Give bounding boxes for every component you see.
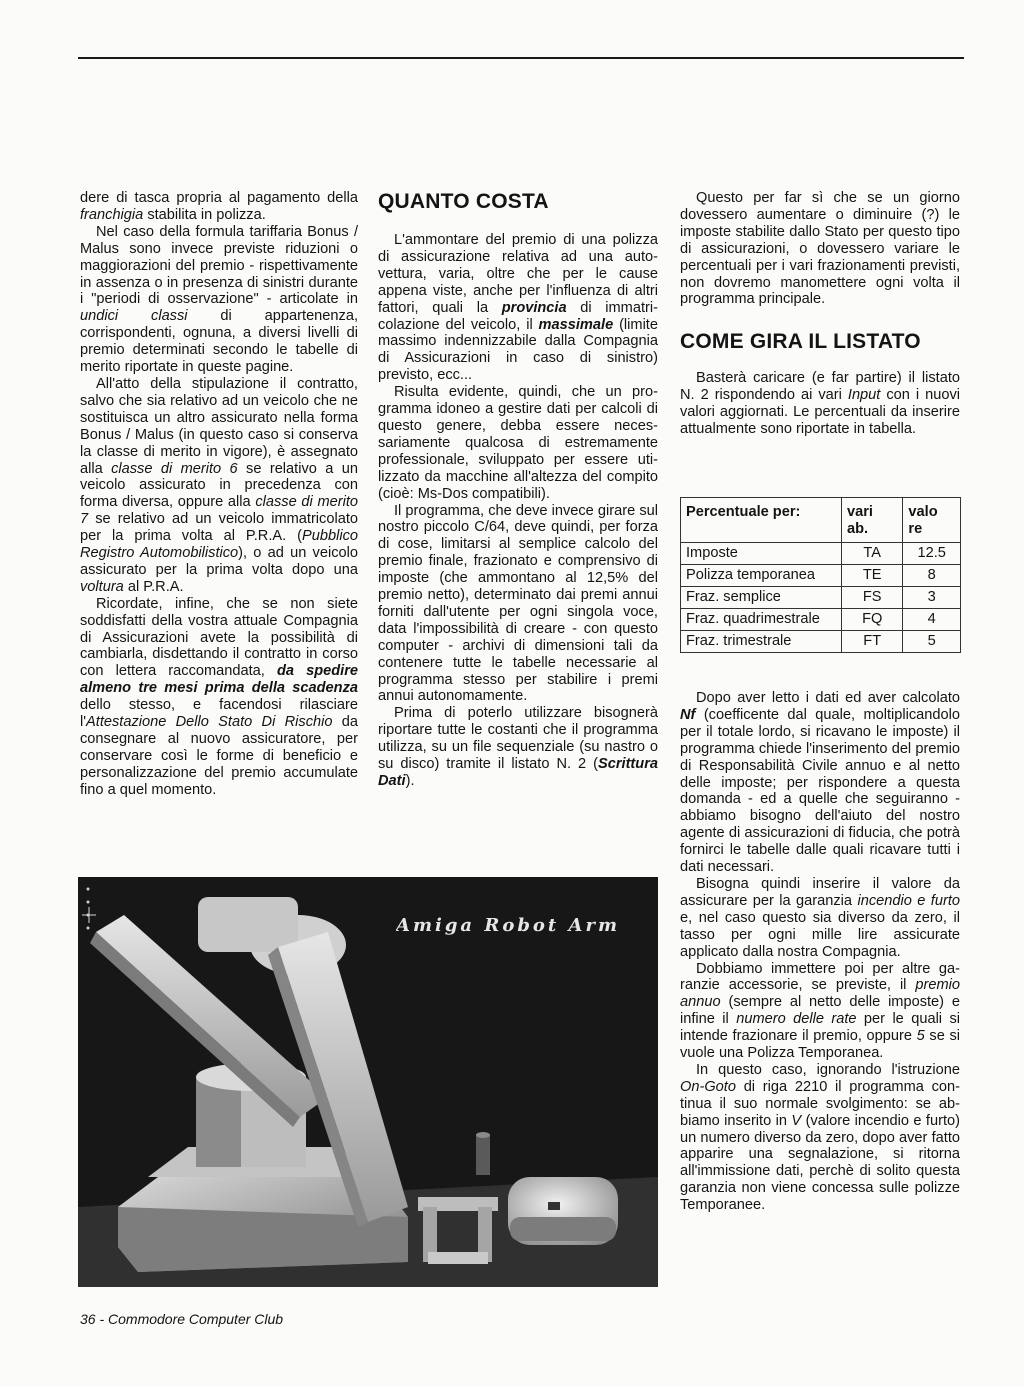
section-heading-quanto-costa: QUANTO COSTA: [378, 190, 549, 213]
row-code: TE: [842, 565, 903, 587]
top-rule: [78, 57, 964, 59]
row-label: Polizza temporanea: [681, 565, 842, 587]
robot-arm-photo: [78, 877, 658, 1287]
row-code: FQ: [842, 609, 903, 631]
percentages-table: [680, 497, 961, 653]
row-label: Fraz. semplice: [681, 587, 842, 609]
row-code: FS: [842, 587, 903, 609]
table-row: [681, 631, 961, 653]
table-row: [681, 565, 961, 587]
table-row: [681, 587, 961, 609]
paragraph: L'ammontare del premio di una polizza di assicurazione relativa ad una autovettura, varia, oltre che per le cause appena viste, anche per l'influenza di altri fattori, quali la provincia di immatricolazione del veicolo, il massimale (limite massimo indennizzabile dalla Compagnia di Assicurazioni in caso di sinistro) previsto, ecc...: [378, 232, 658, 384]
paragraph: All'atto della stipulazione il contratto, salvo che sia relativo ad un veicolo che ne sostituisca un altro assicurato nella forma Bonus / Malus (in questo caso si conserva la classe di merito in vigore), è assegnato alla classe di merito 6 se relativo a un veicolo assicurato in precedenza con forma diversa, oppure alla classe di merito 7 se relativo ad un veicolo immatricolato per la prima volta al P.R.A. (Pubblico Registro Automobilistico), o ad un veicolo assicurato per la prima volta dopo una voltura al P.R.A.: [80, 375, 358, 595]
table-row: [681, 543, 961, 565]
row-code: FT: [842, 631, 903, 653]
paragraph: Ricordate, infine, che se non siete soddisfatti della vostra attuale Compagnia di Assicurazioni avete la possibilità di cambiarla, disdettando il contratto in corso con lettera raccomandata, da spedire almeno tre mesi prima della scadenza dello stesso, e facendosi rilasciare l'Attestazione Dello Stato Di Rischio da consegnare al nuovo assicuratore, per conservare così le forme di beneficio e personalizzazione del premio accumulate fino a quel momento.: [80, 595, 359, 798]
row-value: 12.5: [903, 543, 961, 565]
column-3-top: [680, 190, 960, 438]
row-value: 3: [903, 587, 961, 609]
column-3-bottom: [680, 690, 960, 1214]
table-header-value: valo re: [903, 498, 961, 543]
section-heading-come-gira: COME GIRA IL LISTATO: [680, 330, 921, 354]
paragraph: Prima di poterlo utilizzare bisognerà riportare tutte le costanti che il programma utilizza, su un file sequenziale (su nastro o su disco) tramite il listato N. 2 (Scrittura Dati).: [378, 705, 658, 789]
paragraph: Dopo aver letto i dati ed aver calcolato Nf (coefficente dal quale, moltiplicandolo per il totale lordo, si ricavano le imposte) il programma chiede l'inserimento del premio di Responsabilità Civile annuo e al netto delle imposte; per rispondere a questa domanda - ed a quelle che seguiranno - abbiamo bisogno dell'aiuto del nostro agente di assicurazioni di fiducia, che potrà fornirci le tabelle dalle quali ricavare tutti i dati necessari.: [680, 690, 960, 876]
row-label: Imposte: [681, 543, 842, 565]
row-value: 8: [903, 565, 961, 587]
table-header-code: vari ab.: [842, 498, 903, 543]
row-code: TA: [842, 543, 903, 565]
table-header-row: [681, 498, 961, 543]
column-1: [80, 190, 358, 799]
paragraph: Bisogna quindi inserire il valore da assicurare per la garanzia incendio e furto e, nel caso questo sia diverso da zero, il tasso per ogni mille lire assicurate applicato dalla nostra Compagnia.: [680, 875, 961, 960]
paragraph: Risulta evidente, quindi, che un programma idoneo a gestire dati per calcoli di questo genere, debba essere necessariamente qualcosa di estremamente professionale, sviluppato per essere utilizzato da macchine all'altezza del compito (cioè: Ms-Dos compatibili).: [378, 384, 658, 502]
screen-title-text: Amiga Robot Arm: [396, 915, 620, 936]
row-value: 4: [903, 609, 961, 631]
paragraph: Dobbiamo immettere poi per altre garanzie accessorie, se previste, il premio annuo (sempre al netto delle imposte) e infine il numero delle rate per le quali si intende frazionare il premio, oppure 5 se si vuole una Polizza Temporanea.: [680, 960, 961, 1062]
row-label: Fraz. quadrimestrale: [681, 609, 842, 631]
paragraph: Nel caso della formula tariffaria Bonus / Malus sono invece previste riduzioni o maggiorazioni del premio - rispettivamente in assenza o in presenza di sinistri durante i "periodi di osservazione" - articolate in undici classi di appartenenza, corrispondenti, ognuna, a diversi livelli di premio determinati secondo le tabelle di merito riportate in queste pagine.: [80, 223, 358, 376]
row-label: Fraz. trimestrale: [681, 631, 842, 653]
paragraph: Questo per far sì che se un giorno dovessero aumentare o diminuire (?) le imposte stabilite dallo Stato per questo tipo di assicurazioni, o dovessero variare le percentuali per i vari frazionamenti previsti, non dovremo manomettere ogni volta il programma principale.: [680, 190, 960, 308]
row-value: 5: [903, 631, 961, 653]
paragraph: dere di tasca propria al pagamento della franchigia stabilita in polizza.: [80, 190, 358, 223]
page-folio: 36 - Commodore Computer Club: [80, 1311, 284, 1327]
paragraph: Il programma, che deve invece girare sul nostro piccolo C/64, deve quindi, per forza di cose, limitarsi al semplice calcolo del premio finale, frazionato e comprensivo di imposte (che ammontano al 12,5% del premio netto), determinato dai premi annui forniti dall'utente per ogni singola voce, data l'impossibilità di creare - con questo computer - archivi di dimensioni tali da contenere tutte le tabelle necessarie al programma stesso per stabilire i premi annui autonomamente.: [378, 502, 658, 705]
table-row: [681, 609, 961, 631]
paragraph: Basterà caricare (e far partire) il listato N. 2 rispondendo ai vari Input con i nuovi valori aggiornati. Le percentuali da inserire attualmente sono riportate in tabella.: [680, 370, 961, 438]
table-header-label: Percentuale per:: [681, 498, 842, 543]
robot-arm-illustration: [78, 877, 658, 1287]
column-2: [378, 190, 658, 790]
paragraph: In questo caso, ignorando l'istruzione On-Goto di riga 2210 il programma continua il suo normale svolgimento: se abbiamo inserito in V (valore incendio e furto) un numero diverso da zero, dopo aver fatto apparire una segnalazione, si ritorna all'immissione dati, perchè di solito questa garanzia non viene concessa sulle polizze Temporanee.: [680, 1061, 960, 1214]
